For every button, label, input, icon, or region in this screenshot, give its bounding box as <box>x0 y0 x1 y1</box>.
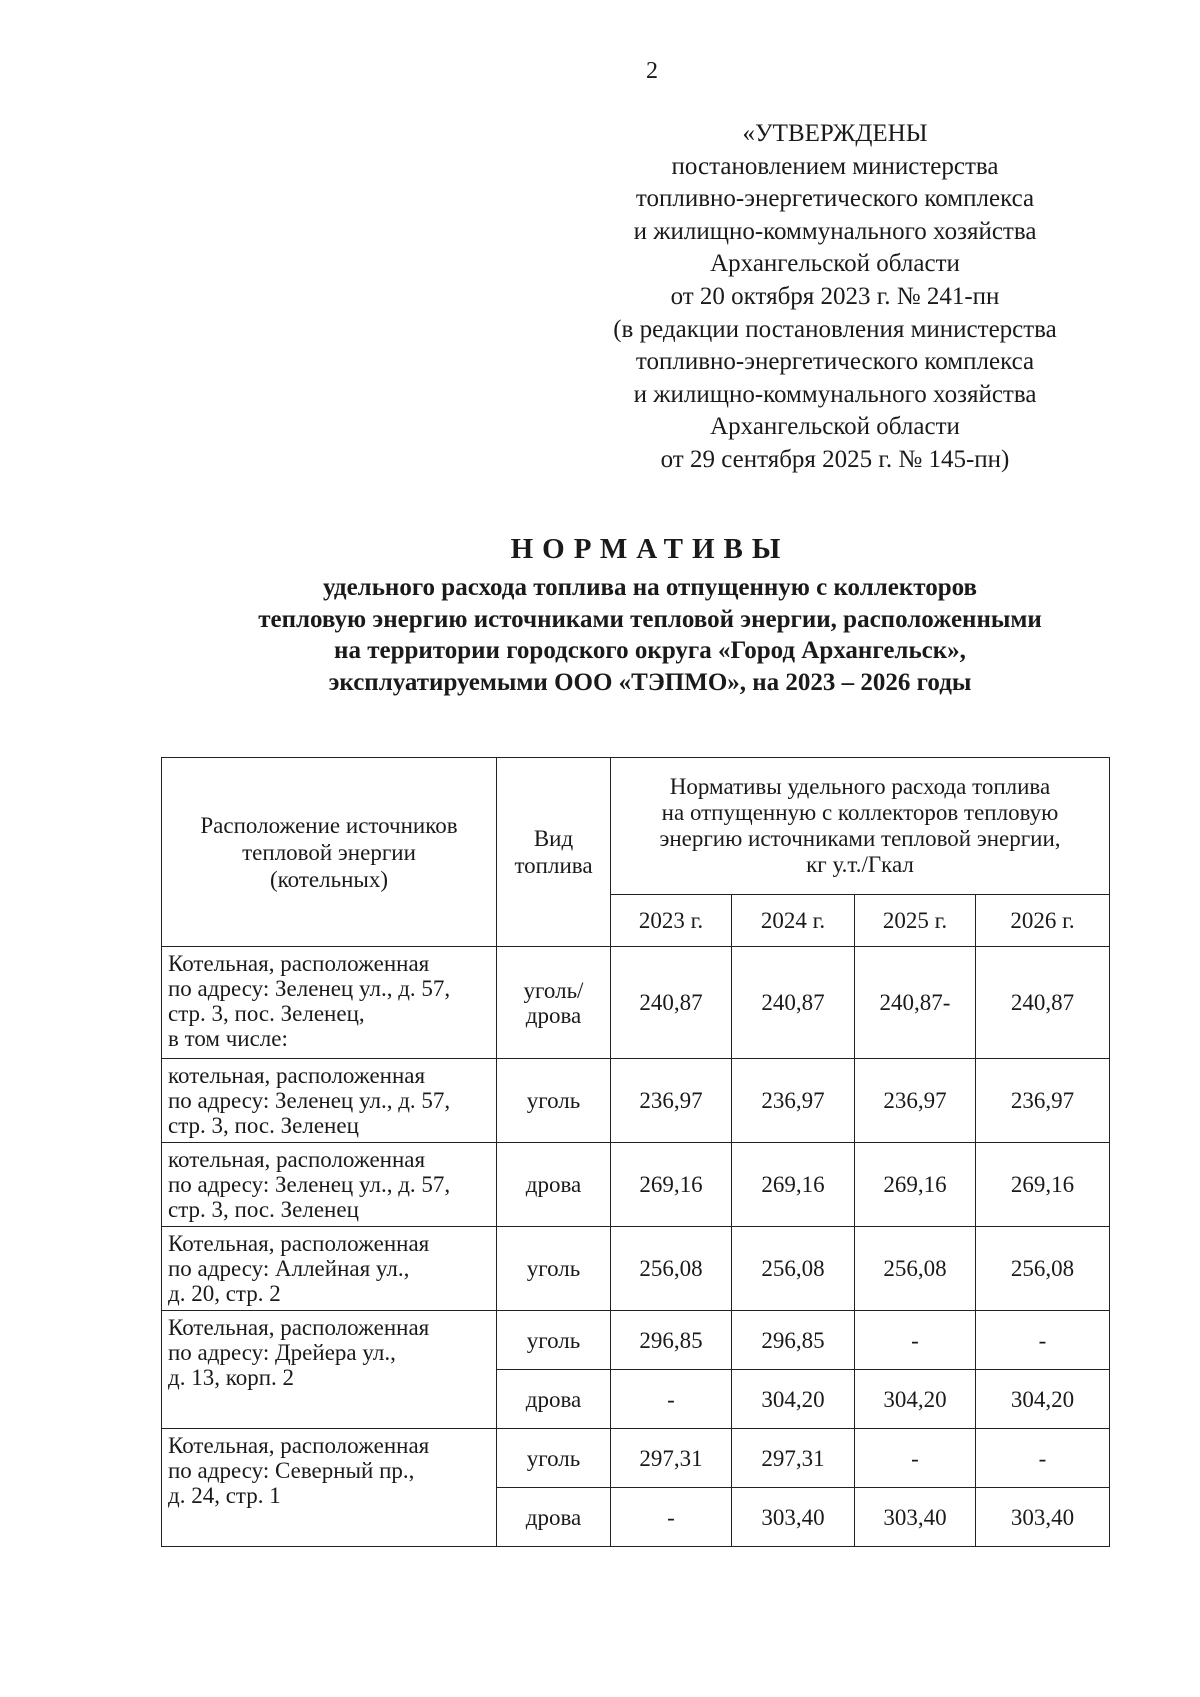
header-text: (котельных) <box>269 866 388 892</box>
value-cell: 240,87 <box>611 947 732 1059</box>
approval-line: Архангельской области <box>710 413 960 441</box>
location-cell <box>162 1059 497 1143</box>
header-year-2025: 2025 г. <box>855 895 976 947</box>
fuel-cell: дрова <box>497 1370 611 1429</box>
location-line: по адресу: Зеленец ул., д. 57, <box>168 1172 451 1197</box>
header-norms <box>611 758 1110 895</box>
location-line: в том числе: <box>168 1026 288 1051</box>
header-text: тепловой энергии <box>242 839 416 865</box>
location-cell <box>162 1311 497 1429</box>
value-cell: 240,87 <box>976 947 1110 1059</box>
value-cell: 236,97 <box>732 1059 855 1143</box>
header-text: на отпущенную с коллекторов тепловую <box>661 800 1059 825</box>
title-line: на территории городского округа «Город Архангельск», <box>334 637 966 664</box>
value-cell: - <box>611 1488 732 1547</box>
header-text: Нормативы удельного расхода топлива <box>669 774 1051 799</box>
location-line: по адресу: Северный пр., <box>168 1458 415 1483</box>
value-cell: 303,40 <box>976 1488 1110 1547</box>
fuel-cell: дрова <box>497 1143 611 1227</box>
title-line: тепловую энергию источниками тепловой энергии, расположенными <box>258 605 1042 633</box>
table-row <box>162 1429 1110 1488</box>
header-text: кг у.т./Гкал <box>806 852 914 877</box>
fuel-cell: уголь <box>497 1311 611 1370</box>
location-cell <box>162 1227 497 1311</box>
location-line: стр. 3, пос. Зеленец <box>168 1197 359 1222</box>
location-line: по адресу: Аллейная ул., <box>168 1256 410 1281</box>
table-row <box>162 1311 1110 1370</box>
value-cell: - <box>976 1311 1110 1370</box>
location-line: котельная, расположенная <box>168 1063 426 1088</box>
location-line: Котельная, расположенная <box>168 1433 430 1458</box>
approval-line: и жилищно-коммунального хозяйства <box>633 217 1037 245</box>
value-cell: 304,20 <box>732 1370 855 1429</box>
fuel-cell <box>497 947 611 1059</box>
fuel-cell: дрова <box>497 1488 611 1547</box>
value-cell: 236,97 <box>855 1059 976 1143</box>
fuel-cell: уголь <box>497 1059 611 1143</box>
approval-stamp-text <box>590 118 1080 477</box>
value-cell: 269,16 <box>611 1143 732 1227</box>
fuel-cell: уголь <box>497 1429 611 1488</box>
header-year-2026: 2026 г. <box>976 895 1110 947</box>
header-text: топлива <box>514 853 593 878</box>
location-cell <box>162 1143 497 1227</box>
value-cell: 256,08 <box>976 1227 1110 1311</box>
value-cell: 236,97 <box>611 1059 732 1143</box>
value-cell: 304,20 <box>976 1370 1110 1429</box>
location-cell <box>162 1429 497 1547</box>
approval-line: постановлением министерства <box>671 152 999 180</box>
header-location <box>162 758 497 947</box>
approval-line: от 20 октября 2023 г. № 241-пн <box>670 282 1000 310</box>
title-heading: НОРМАТИВЫ <box>510 533 790 565</box>
value-cell: 296,85 <box>732 1311 855 1370</box>
location-line: по адресу: Зеленец ул., д. 57, <box>168 976 451 1001</box>
value-cell: 269,16 <box>855 1143 976 1227</box>
value-cell: 297,31 <box>611 1429 732 1488</box>
location-line: по адресу: Зеленец ул., д. 57, <box>168 1088 451 1113</box>
location-line: д. 24, стр. 1 <box>168 1483 281 1508</box>
norms-table <box>161 757 1110 1547</box>
approval-line: и жилищно-коммунального хозяйства <box>633 380 1037 408</box>
header-text: энергию источниками тепловой энергии, <box>659 826 1061 851</box>
location-line: по адресу: Дрейера ул., <box>168 1340 396 1365</box>
value-cell: 269,16 <box>732 1143 855 1227</box>
value-cell: 256,08 <box>611 1227 732 1311</box>
value-cell: 236,97 <box>976 1059 1110 1143</box>
fuel-line: дрова <box>525 1002 582 1028</box>
title-line: эксплуатируемыми ООО «ТЭПМО», на 2023 – 2026 годы <box>328 668 972 696</box>
location-line: Котельная, расположенная <box>168 1315 430 1340</box>
value-cell: 240,87- <box>855 947 976 1059</box>
table-row <box>162 1143 1110 1227</box>
approval-line: «УТВЕРЖДЕНЫ <box>742 120 928 147</box>
location-line: стр. 3, пос. Зеленец, <box>168 1001 365 1026</box>
approval-line: Архангельской области <box>710 250 960 278</box>
location-line: Котельная, расположенная <box>168 951 430 976</box>
location-line: д. 20, стр. 2 <box>168 1281 281 1306</box>
page-number: 2 <box>646 58 658 84</box>
value-cell: - <box>855 1311 976 1370</box>
value-cell: 256,08 <box>732 1227 855 1311</box>
value-cell: 304,20 <box>855 1370 976 1429</box>
value-cell: 240,87 <box>732 947 855 1059</box>
location-line: д. 13, корп. 2 <box>168 1365 295 1390</box>
location-cell <box>162 947 497 1059</box>
table-row <box>162 1059 1110 1143</box>
value-cell: 269,16 <box>976 1143 1110 1227</box>
value-cell: 296,85 <box>611 1311 732 1370</box>
value-cell: - <box>855 1429 976 1488</box>
approval-line: от 29 сентября 2025 г. № 145-пн) <box>660 445 1010 473</box>
value-cell: 297,31 <box>732 1429 855 1488</box>
header-year-2024: 2024 г. <box>732 895 855 947</box>
value-cell: - <box>611 1370 732 1429</box>
fuel-cell: уголь <box>497 1227 611 1311</box>
header-fuel-type <box>497 758 611 947</box>
value-cell: 303,40 <box>732 1488 855 1547</box>
location-line: стр. 3, пос. Зеленец <box>168 1113 359 1138</box>
fuel-line: уголь/ <box>523 977 584 1003</box>
location-line: котельная, расположенная <box>168 1147 426 1172</box>
header-text: Расположение источников <box>200 812 458 838</box>
value-cell: 303,40 <box>855 1488 976 1547</box>
header-year-2023: 2023 г. <box>611 895 732 947</box>
approval-line: топливно-энергетического комплекса <box>635 348 1035 376</box>
table-row <box>162 1227 1110 1311</box>
approval-line: (в редакции постановления министерства <box>613 315 1057 343</box>
header-text: Вид <box>533 826 574 851</box>
title-line: удельного расхода топлива на отпущенную с коллекторов <box>323 574 977 601</box>
approval-line: топливно-энергетического комплекса <box>635 185 1035 213</box>
document-title <box>160 533 1140 698</box>
location-line: Котельная, расположенная <box>168 1231 430 1256</box>
value-cell: - <box>976 1429 1110 1488</box>
table-row <box>162 947 1110 1059</box>
value-cell: 256,08 <box>855 1227 976 1311</box>
